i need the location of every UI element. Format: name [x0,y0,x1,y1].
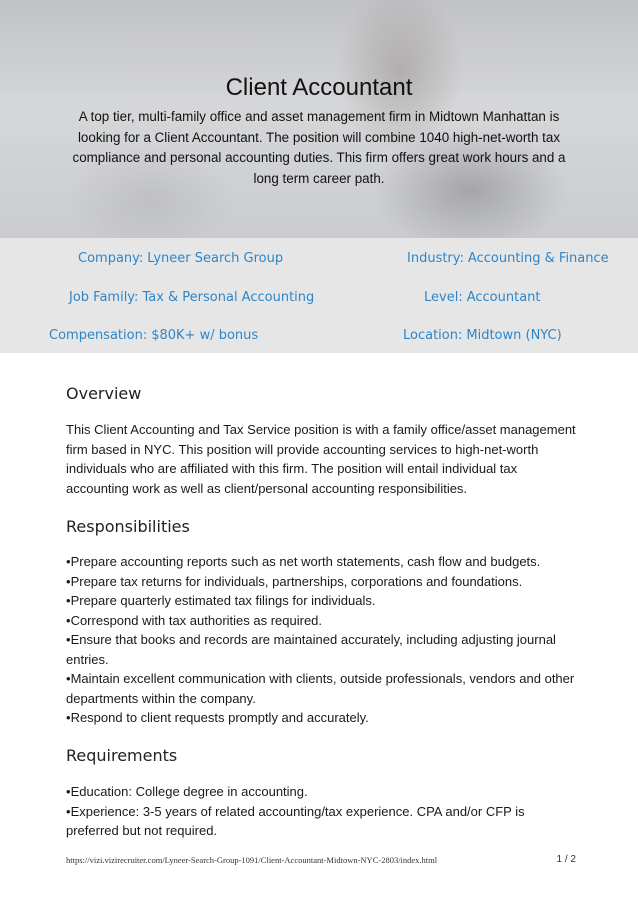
info-job-family[interactable] [69,290,314,305]
info-location[interactable] [403,328,562,343]
requirements-list [66,782,578,841]
info-company-label: Company: [78,251,144,266]
info-level-value: Accountant [466,290,541,305]
info-level-label: Level: [424,290,463,305]
list-item: • Prepare quarterly estimated tax filings for individuals. [66,591,578,611]
list-item: • Respond to client requests promptly and accurately. [66,708,578,728]
info-location-value: Midtown (NYC) [466,328,562,343]
job-title: Client Accountant [225,74,413,101]
list-item: • Correspond with tax authorities as required. [66,611,578,631]
page-number: 1 / 2 [556,854,576,865]
info-industry[interactable] [407,251,609,266]
info-job-family-value: Tax & Personal Accounting [142,290,315,305]
list-item: • Prepare tax returns for individuals, partnerships, corporations and foundations. [66,572,578,592]
requirements-heading: Requirements [66,746,178,765]
info-level[interactable] [424,290,541,305]
info-location-label: Location: [403,328,463,343]
overview-text: This Client Accounting and Tax Service position is with a family office/asset management firm based in NYC. This position will provide accounting services to high-net-worth individuals who are affiliated with this firm. The position will entail individual tax accounting work as well as client/personal accounting responsibilities. [66,422,576,496]
info-compensation[interactable] [49,328,258,343]
info-company-value: Lyneer Search Group [147,251,284,266]
responsibilities-list [66,552,578,728]
info-compensation-label: Compensation: [49,328,148,343]
job-summary: A top tier, multi-family office and asset management firm in Midtown Manhattan is looking for a Client Accountant. The position will combine 1040 high-net-worth tax compliance and personal accounting duties. This firm offers great work hours and a long term career path. [72,109,566,186]
list-item: • Ensure that books and records are maintained accurately, including adjusting journal entries. [66,630,578,669]
info-job-family-label: Job Family: [69,290,139,305]
list-item: • Prepare accounting reports such as net worth statements, cash flow and budgets. [66,552,578,572]
list-item: • Experience: 3-5 years of related accounting/tax experience. CPA and/or CFP is preferred but not required. [66,802,578,841]
responsibilities-heading: Responsibilities [66,517,190,536]
info-company[interactable] [78,251,283,266]
overview-heading: Overview [66,384,142,403]
job-info-band [0,238,638,353]
list-item: • Maintain excellent communication with clients, outside professionals, vendors and other departments within the company. [66,669,578,708]
info-compensation-value: $80K+ w/ bonus [151,328,259,343]
info-industry-label: Industry: [407,251,464,266]
hero-banner [0,0,638,238]
page-url: https://vizi.vizirecruiter.com/Lyneer-Search-Group-1091/Client-Accountant-Midtown-NYC-2803/index.html [66,855,438,865]
info-industry-value: Accounting & Finance [467,251,609,266]
list-item: • Education: College degree in accounting. [66,782,578,802]
